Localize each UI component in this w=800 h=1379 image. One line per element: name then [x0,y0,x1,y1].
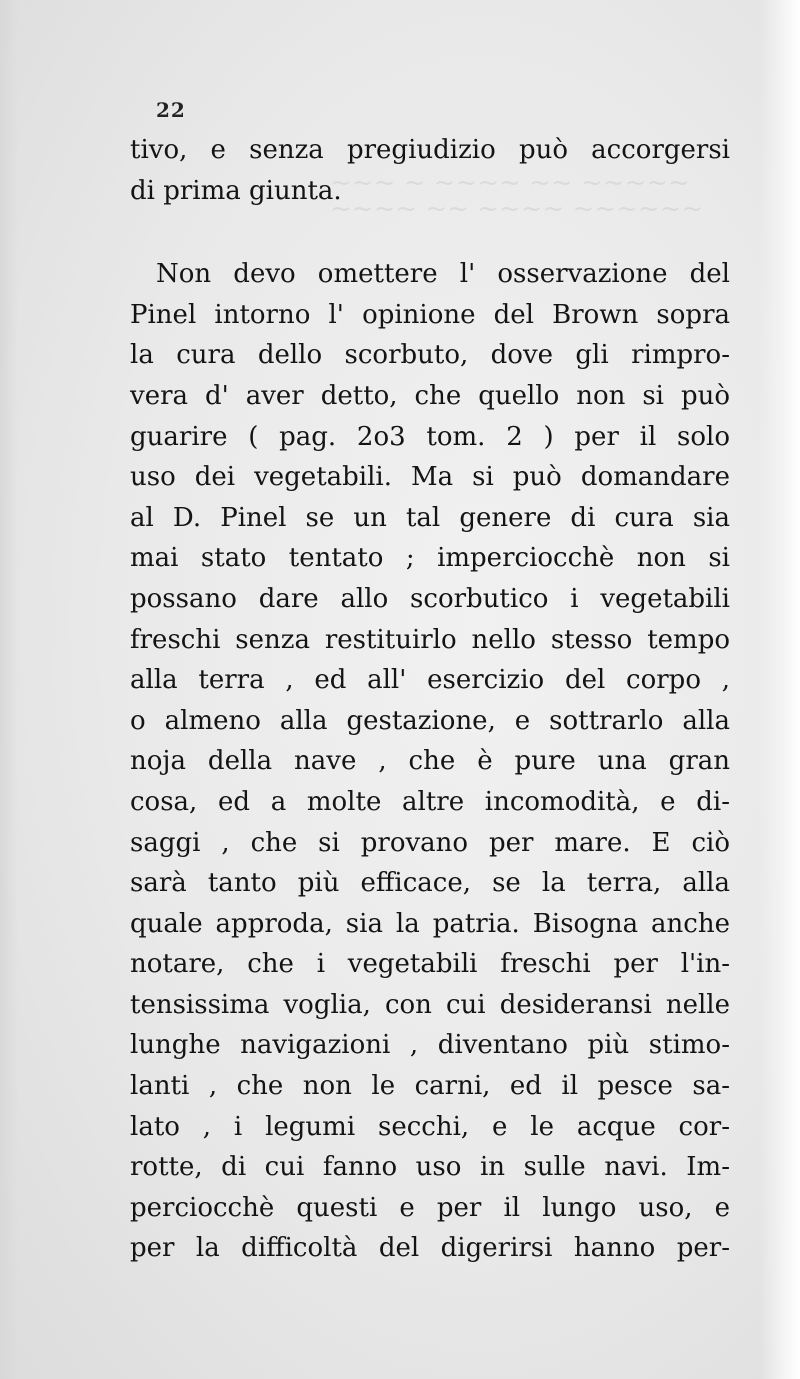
text-line: noja della nave , che è pure una gran [130,746,730,777]
text-line: al D. Pinel se un tal genere di cura sia [130,502,730,533]
text-line: saggi , che si provano per mare. E ciò [130,827,730,858]
text-line: guarire ( pag. 2o3 tom. 2 ) per il solo [130,421,730,452]
text-line: di prima giunta. [130,175,342,206]
text-line: lanti , che non le carni, ed il pesce sa- [130,1071,730,1102]
text-line: tivo, e senza pregiudizio può accorgersi [130,135,730,165]
text-line: lunghe navigazioni , diventano più stimo- [130,1030,730,1061]
text-line: vera d' aver detto, che quello non si può [130,380,730,411]
text-line: Pinel intorno l' opinione del Brown sopra [130,299,730,330]
text-line: possano dare allo scorbutico i vegetabili [130,583,730,614]
text-line: mai stato tentato ; imperciocchè non si [130,543,730,574]
page-number: 22 [156,98,186,122]
text-line: alla terra , ed all' esercizio del corpo , [130,665,730,696]
text-line: o almeno alla gestazione, e sottrarlo alla [130,705,730,736]
text-line: lato , i legumi secchi, e le acque cor- [130,1111,730,1142]
body-text [130,130,730,1269]
paragraph-gap [130,211,730,254]
text-line: quale approda, sia la patria. Bisogna anche [130,908,730,939]
show-through-texture: ~~~ ~ ~~~~ ~~ ~~~~~ ~~~~ ~~ ~~~~ ~~~~~~ [330,168,704,224]
text-line: uso dei vegetabili. Ma si può domandare [130,462,730,493]
paragraph-first-line: Non devo omettere l' osservazione del [156,259,730,290]
text-line: perciocchè questi e per il lungo uso, e [130,1192,730,1223]
text-line: freschi senza restituirlo nello stesso tempo [130,624,730,655]
text-line: sarà tanto più efficace, se la terra, alla [130,868,730,899]
text-line: cosa, ed a molte altre incomodità, e di- [130,786,730,817]
text-line: la cura dello scorbuto, dove gli rimpro- [130,340,730,371]
page-gutter-shadow [0,0,18,1379]
page-edge-highlight [760,0,800,1379]
text-line: notare, che i vegetabili freschi per l'in- [130,949,730,980]
text-line: rotte, di cui fanno uso in sulle navi. Im- [130,1152,730,1183]
text-line: per la difficoltà del digerirsi hanno per- [130,1233,730,1264]
text-line: tensissima voglia, con cui desideransi nelle [130,989,730,1020]
